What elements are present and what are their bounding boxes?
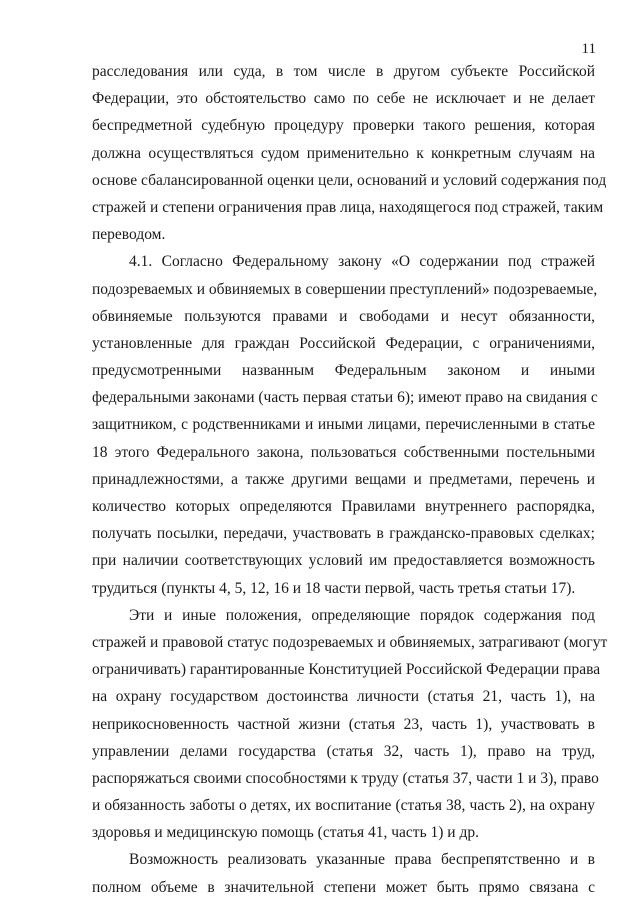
text-line: управлении делами государства (статья 32, часть 1), право на труд,: [92, 742, 595, 760]
paragraph: [92, 248, 598, 601]
text-line: при наличии соответствующих условий им предоставляется возможность: [92, 552, 595, 570]
text-line: и обязанность заботы о детях, их воспитание (статья 38, часть 2), на охрану: [92, 797, 595, 815]
text-line: здоровья и медицинскую помощь (статья 41, часть 1) и др.: [92, 824, 479, 842]
text-line: расследования или суда, в том числе в другом субъекте Российской: [92, 63, 595, 80]
text-line: Эти и иные положения, определяющие порядок содержания под: [129, 606, 595, 624]
text-line: Федерации, это обстоятельство само по себе не исключает и не делает: [92, 90, 595, 108]
text-line: беспредметной судебную процедуру проверки такого решения, которая: [92, 117, 595, 135]
page-number: 11: [581, 41, 596, 57]
text-line: предусмотренными названным Федеральным законом и иными: [92, 362, 595, 380]
text-line: 4.1. Согласно Федеральному закону «О содержании под стражей: [129, 253, 595, 271]
text-line: на охрану государством достоинства личности (статья 21, часть 1), на: [92, 688, 595, 706]
text-line: распоряжаться своими способностями к труду (статья 37, части 1 и 3), право: [92, 769, 599, 787]
text-line: переводом.: [92, 226, 166, 244]
text-line: основе сбалансированной оценки цели, оснований и условий содержания под: [92, 171, 607, 189]
paragraph: [92, 602, 608, 847]
text-line: Возможность реализовать указанные права беспрепятственно и в: [129, 851, 595, 869]
paragraph: [92, 846, 595, 900]
text-line: принадлежностями, а также другими вещами и предметами, перечень и: [92, 470, 595, 488]
text-line: трудиться (пункты 4, 5, 12, 16 и 18 части первой, часть третья статьи 17).: [92, 579, 576, 597]
text-line: неприкосновенность частной жизни (статья 23, часть 1), участвовать в: [92, 715, 595, 733]
text-line: федеральными законами (часть первая статьи 6); имеют право на свидания с: [92, 389, 598, 407]
text-line: 18 этого Федерального закона, пользоваться собственными постельными: [92, 443, 595, 461]
text-line: получать посылки, передачи, участвовать в гражданско-правовых сделках;: [92, 525, 595, 543]
text-line: ограничивать) гарантированные Конституцией Российской Федерации права: [92, 661, 601, 679]
text-line: обвиняемые пользуются правами и свободами и несут обязанности,: [92, 307, 595, 325]
text-line: подозреваемых и обвиняемых в совершении преступлений» подозреваемые,: [92, 280, 598, 298]
text-line: должна осуществляться судом применительно к конкретным случаям на: [92, 144, 595, 162]
text-line: защитником, с родственниками и иными лицами, перечисленными в статье: [92, 416, 595, 434]
text-line: установленные для граждан Российской Федерации, с ограничениями,: [92, 334, 595, 352]
text-line: количество которых определяются Правилами внутреннего распорядка,: [92, 498, 595, 515]
text-line: полном объеме в значительной степени может быть прямо связана с: [92, 878, 595, 896]
document-body: [92, 58, 608, 901]
text-line: стражей и правовой статус подозреваемых и обвиняемых, затрагивают (могут: [92, 633, 608, 651]
paragraph: [92, 58, 607, 248]
text-line: стражей и степени ограничения прав лица, находящегося под стражей, таким: [92, 198, 604, 216]
